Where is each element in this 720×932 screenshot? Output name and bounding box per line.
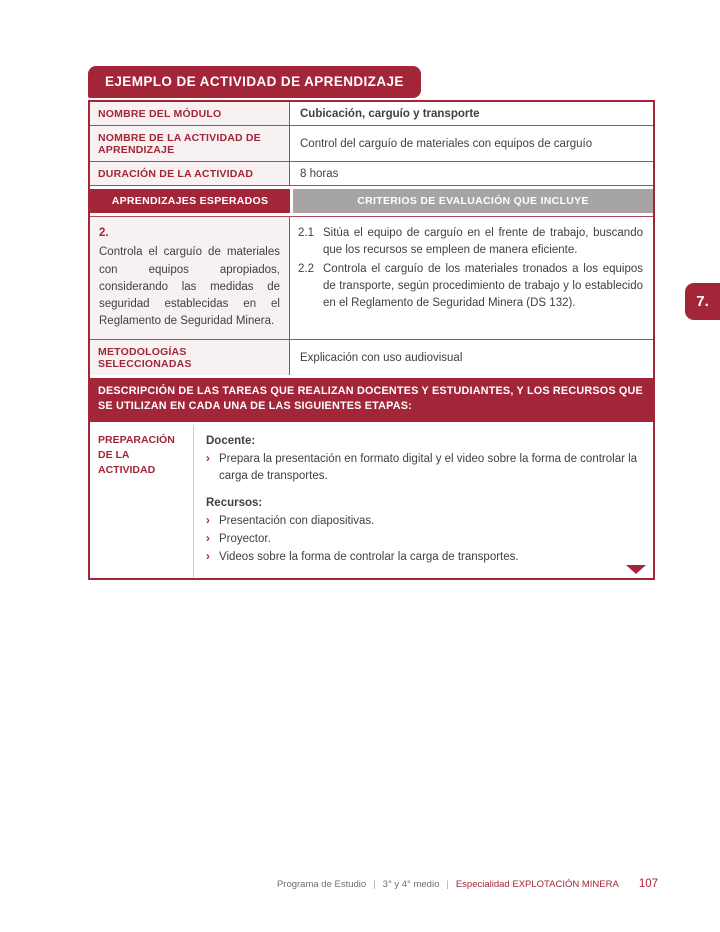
learning-criteria-row	[90, 217, 653, 340]
criterion-text: Sitúa el equipo de carguío en el frente de trabajo, buscando que los recursos se empleen de manera eficiente.	[323, 227, 643, 257]
description-banner: DESCRIPCIÓN DE LAS TAREAS QUE REALIZAN DOCENTES Y ESTUDIANTES, Y LOS RECURSOS QUE SE UTILIZAN EN CADA UNA DE LAS SIGUIENTES ETAPAS:	[90, 378, 653, 422]
activity-title-banner: EJEMPLO DE ACTIVIDAD DE APRENDIZAJE	[88, 66, 421, 98]
list-item-text: Prepara la presentación en formato digital y el video sobre la forma de controlar la carga de transportes.	[219, 453, 638, 483]
activity-table	[88, 100, 655, 580]
list-item	[206, 549, 641, 566]
list-item	[206, 513, 641, 530]
preparation-label: PREPARACIÓN DE LA ACTIVIDAD	[90, 425, 194, 578]
row-label: DURACIÓN DE LA ACTIVIDAD	[90, 162, 290, 185]
bullet-icon: ›	[206, 453, 210, 466]
row-value: Cubicación, carguío y transporte	[300, 108, 480, 120]
docente-heading: Docente:	[206, 434, 256, 447]
table-row-duration	[90, 162, 653, 186]
footer-specialty: Especialidad EXPLOTACIÓN MINERA	[455, 879, 619, 890]
page-footer	[277, 878, 658, 890]
learning-text: Controla el carguío de materiales con equipos apropiados, considerando las medidas de seguridad establecidas en el Reglamento de Seguridad Minera.	[99, 246, 280, 328]
recursos-heading: Recursos:	[206, 496, 263, 509]
criterion-item	[298, 225, 643, 260]
activity-section	[88, 66, 655, 580]
criterion-number: 2.1	[298, 227, 314, 239]
row-value: Control del carguío de materiales con equipos de carguío	[300, 138, 593, 150]
table-row-activity-name	[90, 126, 653, 162]
criteria-cell	[290, 217, 653, 339]
criterion-item	[298, 261, 643, 313]
page-number: 107	[638, 878, 658, 890]
continuation-arrow-icon	[626, 565, 646, 574]
column-headers-row	[90, 186, 653, 217]
footer-grade: 3° y 4° medio	[382, 879, 440, 890]
row-value: 8 horas	[300, 168, 339, 180]
list-item-text: Videos sobre la forma de controlar la carga de transportes.	[219, 551, 519, 564]
learning-header: APRENDIZAJES ESPERADOS	[90, 189, 290, 213]
criteria-header: CRITERIOS DE EVALUACIÓN QUE INCLUYE	[293, 189, 653, 213]
list-item-text: Presentación con diapositivas.	[219, 514, 375, 527]
bullet-icon: ›	[206, 551, 210, 564]
learning-number: 2.	[99, 227, 109, 239]
learning-cell	[90, 217, 290, 339]
row-value: Explicación con uso audiovisual	[300, 351, 463, 364]
preparation-row	[90, 425, 653, 578]
list-item	[206, 451, 641, 486]
table-row-module	[90, 102, 653, 126]
row-label: NOMBRE DEL MÓDULO	[90, 102, 290, 125]
bullet-icon: ›	[206, 514, 210, 527]
footer-program: Programa de Estudio	[276, 879, 367, 890]
criterion-text: Controla el carguío de los materiales tronados a los equipos de transporte, según procedimiento de trabajo y lo establecido en el Reglamento de Seguridad Minera (DS 132).	[323, 262, 643, 309]
preparation-content	[194, 425, 653, 578]
list-item	[206, 531, 641, 548]
bullet-icon: ›	[206, 533, 210, 546]
row-label: NOMBRE DE LA ACTIVIDAD DE APRENDIZAJE	[90, 126, 290, 161]
footer-divider: |	[373, 879, 376, 890]
footer-divider: |	[446, 879, 449, 890]
criterion-number: 2.2	[298, 262, 314, 275]
chapter-tab: 7.	[685, 283, 720, 320]
list-item-text: Proyector.	[219, 533, 271, 546]
row-label: METODOLOGÍAS SELECCIONADAS	[90, 340, 290, 375]
table-row-methodology	[90, 340, 653, 375]
